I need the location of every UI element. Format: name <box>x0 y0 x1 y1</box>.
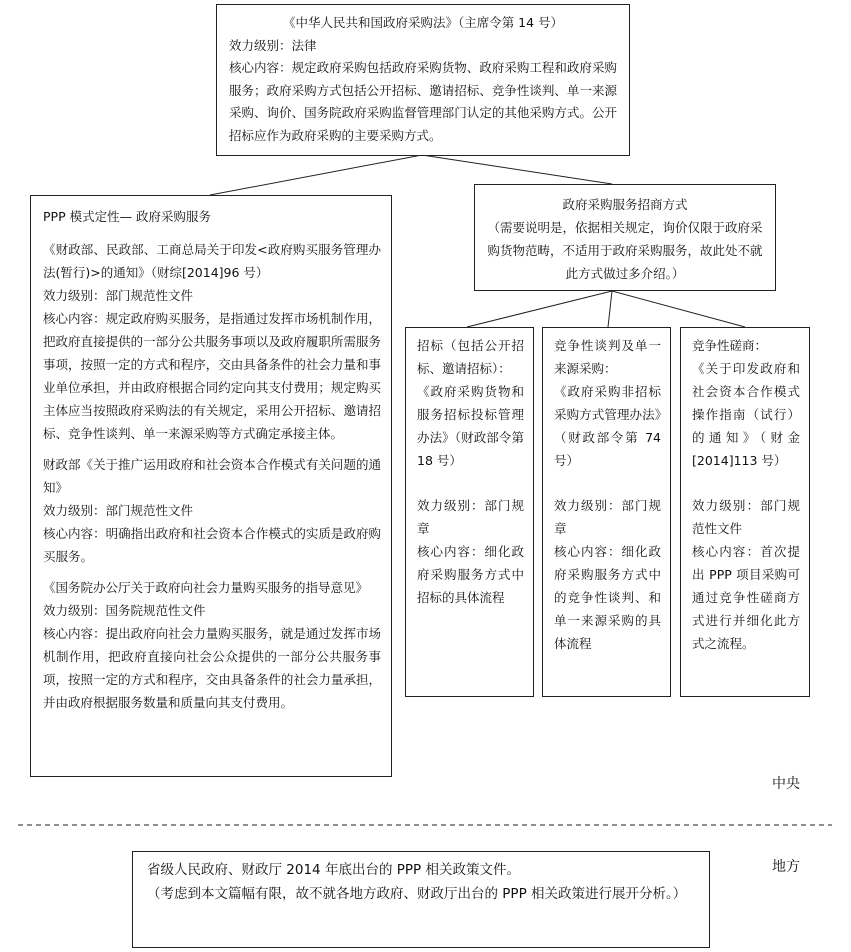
method-title: 竞争性谈判及单一来源采购： <box>554 338 661 376</box>
local-policy-line1: 省级人民政府、财政厅 2014 年底出台的 PPP 相关政策文件。 <box>147 862 520 878</box>
ppp-definition-box <box>30 195 392 777</box>
method-box-consultation <box>680 327 810 697</box>
method-core: 核心内容：细化政府采购服务方式中的竞争性谈判、和单一来源采购的具体流程 <box>554 544 661 651</box>
doc-block-state-council <box>43 576 381 714</box>
method-level: 效力级别：部门规范性文件 <box>692 498 800 536</box>
method-level: 效力级别：部门规章 <box>417 498 524 536</box>
doc-core: 核心内容：规定政府购买服务，是指通过发挥市场机制作用，把政府直接提供的一部分公共服务事项以及政府履职所需服务事项，按照一定的方式和程序，交由具备条件的社会力量和事业单位承担，并由政府根据合同约定向其支付费用；规定购买主体应当按照政府采购法的有关规定，采用公开招标、邀请招标、竞争性谈判、单一来源采购等方式确定承接主体。 <box>43 311 381 441</box>
method-doc: 《政府采购非招标采购方式管理办法》（财政部令第 74 号） <box>554 384 661 468</box>
doc-core: 核心内容：明确指出政府和社会资本合作模式的实质是政府购买服务。 <box>43 526 381 564</box>
doc-level: 效力级别：国务院规范性文件 <box>43 603 206 618</box>
method-box-negotiation <box>542 327 671 697</box>
methods-title: 政府采购服务招商方式 <box>562 197 688 212</box>
method-core: 核心内容：细化政府采购服务方式中招标的具体流程 <box>417 544 524 605</box>
method-level: 效力级别：部门规章 <box>554 498 661 536</box>
method-title: 竞争性磋商： <box>692 338 768 353</box>
connector-right-to-sub3 <box>612 291 745 327</box>
ppp-heading: PPP 模式定性— 政府采购服务 <box>43 209 212 224</box>
law-core: 核心内容：规定政府采购包括政府采购货物、政府采购工程和政府采购服务；政府采购方式包括公开招标、邀请招标、竞争性谈判、单一来源采购、询价、国务院政府采购监督管理部门认定的其他采购方式。公开招标应作为政府采购的主要采购方式。 <box>229 60 617 143</box>
doc-block-ppp-notice <box>43 453 381 568</box>
law-box <box>216 4 630 156</box>
doc-title: 《财政部、民政部、工商总局关于印发<政府购买服务管理办法(暂行)>的通知》（财综[2014]96 号） <box>43 242 381 280</box>
doc-level: 效力级别：部门规范性文件 <box>43 288 194 303</box>
local-policy-line2: （考虑到本文篇幅有限，故不就各地方政府、财政厅出台的 PPP 相关政策进行展开分析。） <box>147 886 687 902</box>
local-label: 地方 <box>772 859 800 875</box>
doc-level: 效力级别：部门规范性文件 <box>43 503 194 518</box>
method-core: 核心内容：首次提出 PPP 项目采购可通过竞争性磋商方式进行并细化此方式之流程。 <box>692 544 800 651</box>
doc-title: 财政部《关于推广运用政府和社会资本合作模式有关问题的通知》 <box>43 457 381 495</box>
doc-core: 核心内容：提出政府向社会力量购买服务，就是通过发挥市场机制作用，把政府直接向社会公众提供的一部分公共服务事项，按照一定的方式和程序，交由具备条件的社会力量承担，并由政府根据服务数量和质量向其支付费用。 <box>43 626 381 710</box>
local-policy-box <box>132 851 710 948</box>
connector-top-to-right <box>422 155 612 184</box>
methods-note: （需要说明是，依据相关规定，询价仅限于政府采购货物范畴，不适用于政府采购服务，故此处不就此方式做过多介绍。） <box>487 220 763 281</box>
procurement-methods-box <box>474 184 776 291</box>
doc-title: 《国务院办公厅关于政府向社会力量购买服务的指导意见》 <box>43 580 369 595</box>
law-title: 《中华人民共和国政府采购法》（主席令第 14 号） <box>282 15 564 30</box>
connector-right-to-sub1 <box>467 291 612 327</box>
doc-block-96 <box>43 238 381 445</box>
connector-right-to-sub2 <box>608 291 612 327</box>
method-doc: 《政府采购货物和服务招标投标管理办法》（财政部令第 18 号） <box>417 384 524 468</box>
connector-top-to-left <box>210 155 422 195</box>
central-label: 中央 <box>772 776 800 792</box>
method-doc: 《关于印发政府和社会资本合作模式操作指南（试行）的通知》（财金[2014]113 号） <box>692 361 800 468</box>
law-level: 效力级别：法律 <box>229 38 317 53</box>
method-title: 招标（包括公开招标、邀请招标）： <box>417 338 524 376</box>
method-box-tendering <box>405 327 534 697</box>
